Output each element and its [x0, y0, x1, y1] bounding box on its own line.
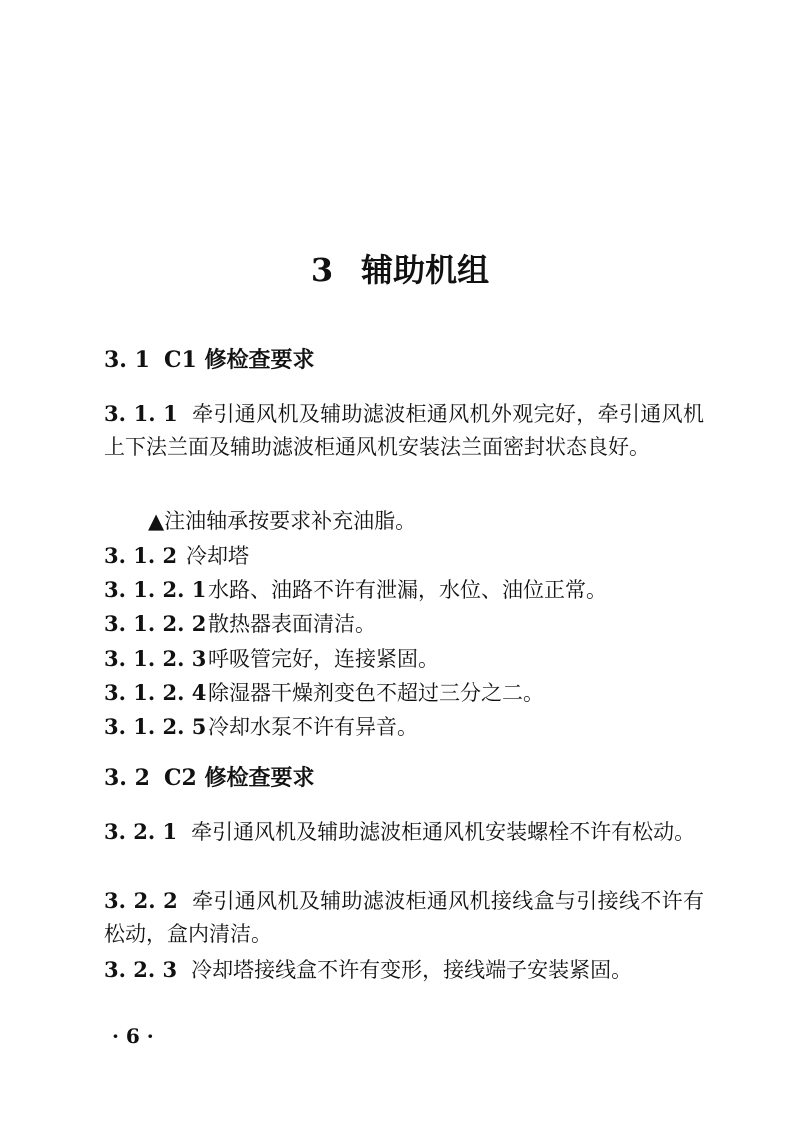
clause-text: 冷却水泵不许有异音。: [208, 715, 418, 739]
clause-3-2-2: [104, 884, 704, 951]
clause-number: 3. 1. 2. 1: [104, 577, 207, 602]
clause-3-1-2-2: [104, 607, 376, 641]
section-heading-3-1: [104, 345, 314, 375]
clause-number: 3. 1. 2. 2: [104, 611, 207, 636]
section-number: 3. 2: [104, 765, 150, 791]
clause-3-1-2-5: [104, 710, 418, 744]
clause-text: 水路、油路不许有泄漏，水位、油位正常。: [208, 578, 607, 602]
clause-number: 3. 1. 2. 3: [104, 646, 207, 671]
chapter-title: [0, 248, 800, 292]
page-number: · 6 ·: [112, 1024, 154, 1048]
clause-text: 牵引通风机及辅助滤波柜通风机接线盒与引接线不许有松动，盒内清洁。: [104, 889, 704, 946]
clause-text: 冷却塔: [186, 544, 249, 568]
section-number: 3. 1: [104, 347, 150, 373]
clause-number: 3. 2. 3: [104, 957, 178, 982]
clause-number: 3. 1. 2. 5: [104, 714, 207, 739]
clause-3-1-1: [104, 397, 704, 464]
clause-3-2-1: [104, 815, 704, 849]
note-3-1-1: ▲注油轴承按要求补充油脂。: [148, 509, 417, 533]
clause-3-1-2-1: [104, 573, 607, 607]
clause-number: 3. 1. 2: [104, 543, 178, 568]
clause-number: 3. 2. 2: [104, 888, 178, 913]
clause-text: 散热器表面清洁。: [208, 612, 376, 636]
clause-3-1-2-4: [104, 676, 544, 710]
section-heading-3-2: [104, 763, 314, 793]
chapter-title-text: 辅助机组: [361, 251, 490, 289]
clause-number: 3. 1. 2. 4: [104, 680, 207, 705]
section-title: C1 修检查要求: [164, 347, 315, 373]
clause-text: 呼吸管完好，连接紧固。: [208, 647, 439, 671]
clause-text: 牵引通风机及辅助滤波柜通风机安装螺栓不许有松动。: [191, 820, 696, 844]
clause-3-2-3: [104, 953, 704, 987]
clause-text: 冷却塔接线盒不许有变形，接线端子安装紧固。: [191, 958, 633, 982]
clause-text: 除湿器干燥剂变色不超过三分之二。: [208, 681, 544, 705]
clause-text: 牵引通风机及辅助滤波柜通风机外观完好，牵引通风机上下法兰面及辅助滤波柜通风机安装法兰面密封状态良好。: [104, 402, 704, 459]
clause-3-1-2: [104, 539, 249, 573]
clause-number: 3. 2. 1: [104, 819, 178, 844]
clause-3-1-2-3: [104, 642, 439, 676]
section-title: C2 修检查要求: [164, 765, 315, 791]
clause-number: 3. 1. 1: [104, 401, 178, 426]
chapter-number: 3: [310, 251, 334, 289]
